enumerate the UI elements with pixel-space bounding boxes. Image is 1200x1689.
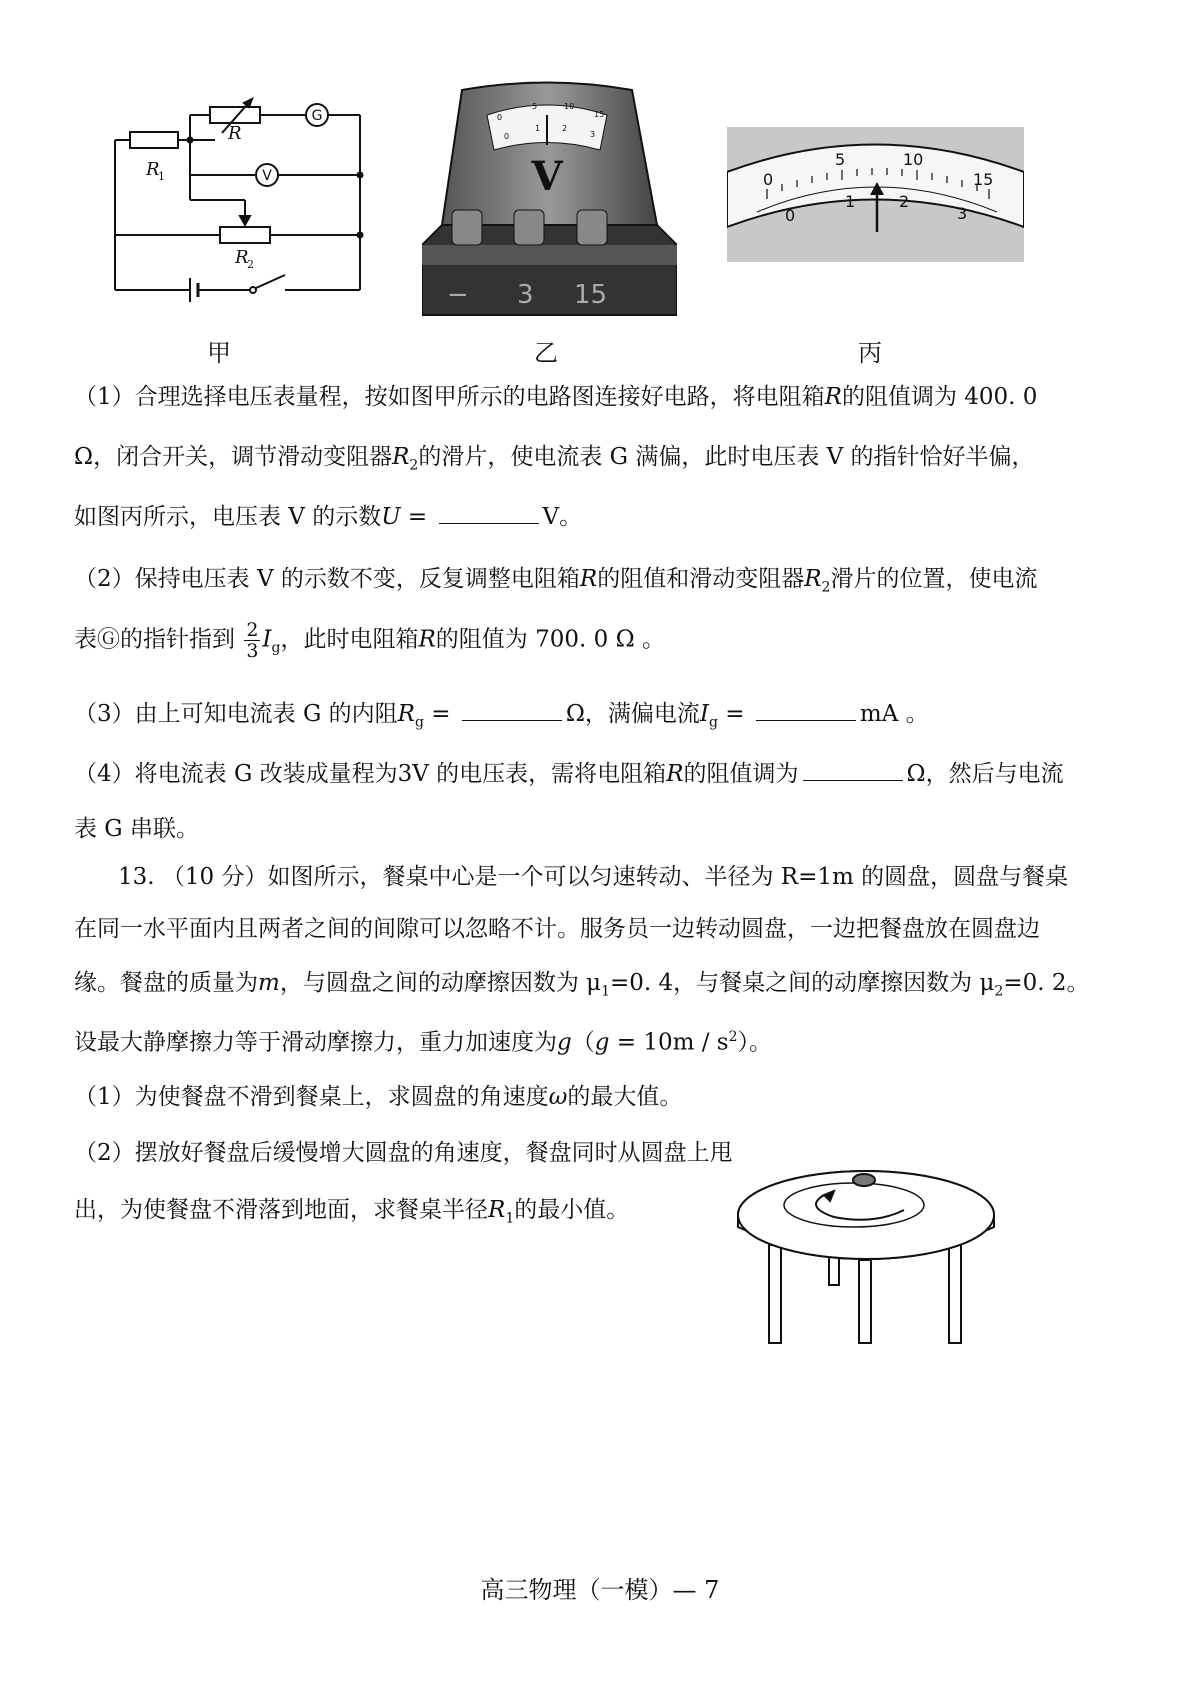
q12-part1-line3: 如图丙所示，电压表 V 的示数U = V。 (74, 500, 582, 534)
bing-scale-top-3: 15 (973, 170, 994, 189)
label-r: R (228, 123, 242, 144)
q13-line4: 设最大静摩擦力等于滑动摩擦力，重力加速度为$g(g = 10m / s^2)$。 (74, 1029, 773, 1056)
terminal-minus: − (447, 280, 469, 310)
q13-sub1: （1）为使餐盘不滑到餐桌上，求圆盘的角速度ω的最大值。 (74, 1084, 683, 1110)
terminal-15: 15 (574, 280, 608, 310)
yi-scale-bottom-2: 2 (562, 124, 568, 133)
bing-scale-top-0: 0 (763, 170, 774, 189)
caption-bing: 丙 (858, 339, 882, 367)
answer-blank-u[interactable] (439, 501, 539, 524)
q12-part2-line1: （2）保持电压表 V 的示数不变，反复调整电阻箱R的阻值和滑动变阻器$R_2$滑片的位置，使电流 (74, 566, 1038, 596)
q12-part4-line2: 表 G 串联。 (74, 816, 199, 842)
q13-line3: 缘。餐盘的质量为m，与圆盘之间的动摩擦因数为 $\mu_1=0$. 4，与餐桌之间的动摩擦因数为 $\mu_2=0$. 2。 (74, 970, 1090, 1000)
yi-scale-top-1: 5 (532, 102, 538, 111)
yi-scale-top-2: 10 (564, 102, 575, 111)
yi-scale-top-0: 0 (497, 113, 503, 122)
caption-yi: 乙 (534, 339, 558, 367)
label-r2: R (235, 247, 249, 268)
answer-blank-resistance[interactable] (803, 758, 903, 781)
q12-part2-line2: 表Ⓖ的指针指到 $\frac{2}{3}$ $I_g$，此时电阻箱R的阻值为 700. 0 Ω 。 (74, 619, 665, 662)
q12-part1-line1: （1）合理选择电压表量程，按如图甲所示的电路图连接好电路，将电阻箱R的阻值调为 400. 0 (74, 384, 1038, 410)
answer-blank-ig[interactable] (756, 698, 856, 721)
page-footer: 高三物理（一模）— 7 (480, 1576, 720, 1604)
fraction-two-thirds: $\frac{2}{3}$ (246, 619, 259, 662)
voltmeter-symbol: V (531, 153, 563, 200)
bing-scale-bottom-3: 3 (957, 204, 968, 223)
q12-part1-line2: Ω，闭合开关，调节滑动变阻器$R_2$的滑片，使电流表 G 满偏，此时电压表 V 的指针恰好半偏， (74, 444, 1035, 474)
bing-scale-top-2: 10 (903, 150, 924, 169)
bing-scale-bottom-1: 1 (845, 192, 856, 211)
q12-part3: （3）由上可知电流表 G 的内阻$R_g = \Omega$，满偏电流$I_g$ = mA 。 (74, 697, 929, 740)
q13-sub2-line2: 出，为使餐盘不滑落到地面，求餐桌半径$R_1$的最小值。 (74, 1197, 630, 1227)
label-g: G (311, 108, 323, 124)
q13-line1: 13. （10 分）如图所示，餐桌中心是一个可以匀速转动、半径为 R=1m 的圆盘，圆盘与餐桌 (118, 864, 1069, 890)
label-r1-sub: 1 (158, 170, 165, 183)
voltmeter-illustration (422, 75, 677, 320)
q12-part4-line1: （4）将电流表 G 改装成量程为3V 的电压表，需将电阻箱R的阻值调为 Ω，然后与电流 (74, 757, 1064, 791)
label-r2-sub: 2 (247, 258, 254, 271)
answer-blank-rg[interactable] (462, 698, 562, 721)
yi-scale-bottom-0: 0 (504, 132, 510, 141)
bing-scale-top-1: 5 (835, 150, 846, 169)
label-v: V (262, 168, 272, 184)
q13-sub2-line1: （2）摆放好餐盘后缓慢增大圆盘的角速度，餐盘同时从圆盘上甩 (74, 1140, 733, 1166)
dining-table-illustration (734, 1165, 999, 1345)
terminal-3: 3 (517, 280, 534, 310)
label-r1: R (146, 159, 160, 180)
circuit-diagram (110, 95, 370, 310)
bing-scale-bottom-2: 2 (899, 192, 910, 211)
caption-jia: 甲 (207, 339, 231, 367)
yi-scale-bottom-1: 1 (535, 124, 541, 133)
yi-scale-bottom-3: 3 (590, 130, 596, 139)
yi-scale-top-3: 15 (594, 110, 605, 119)
meter-scale-closeup (727, 127, 1024, 262)
q13-line2: 在同一水平面内且两者之间的间隙可以忽略不计。服务员一边转动圆盘，一边把餐盘放在圆盘边 (74, 916, 1040, 942)
bing-scale-bottom-0: 0 (785, 206, 796, 225)
